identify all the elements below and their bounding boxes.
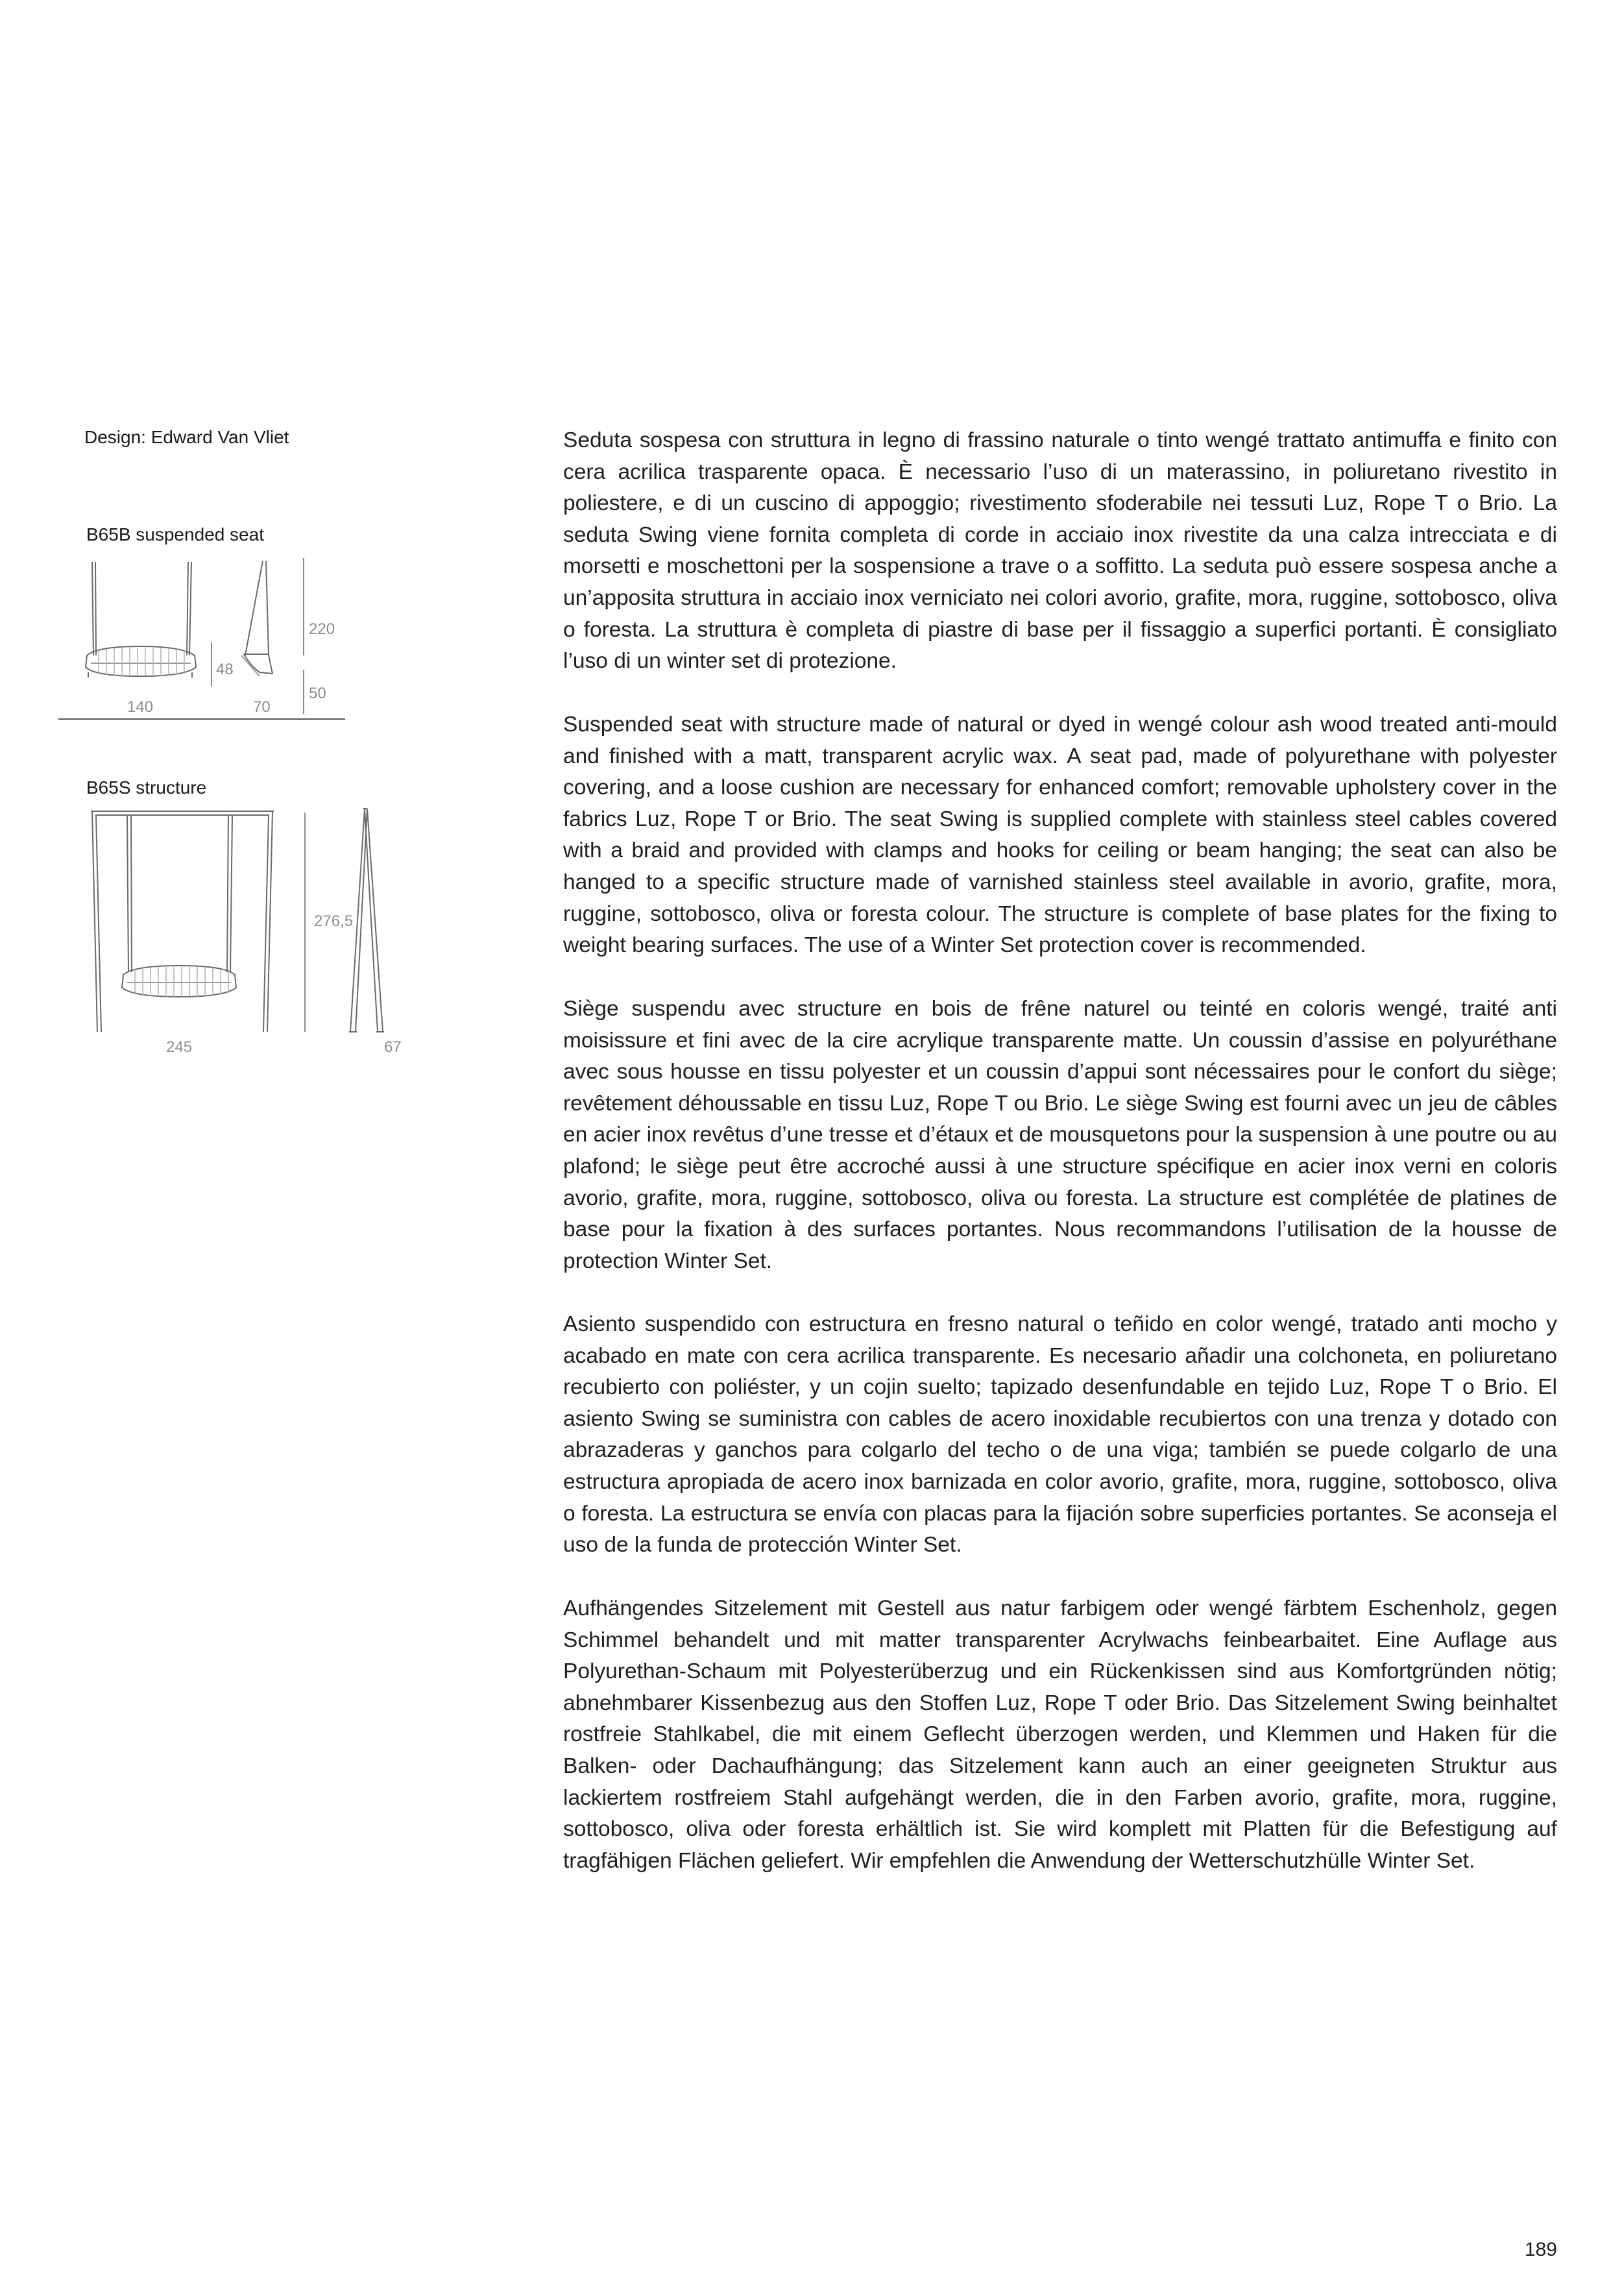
seat-seat-height-dim: 48 — [216, 661, 234, 678]
description-spanish — [563, 1309, 1557, 1561]
seat-title: B65B suspended seat — [86, 524, 264, 544]
seat-bottom-dim: 50 — [309, 685, 326, 702]
seat-depth-dim: 70 — [253, 698, 271, 716]
seat-width-dim: 140 — [127, 698, 154, 716]
structure-title: B65S structure — [86, 777, 207, 798]
seat-height-dim: 220 — [309, 620, 335, 638]
description-spanish-text: Asiento suspendido con estructura en fresno natural o teñido en color wengé, tratado anti mocho y acabado en mate con cera acrilica transparente. Es necesario añadir una colchoneta, en poliuretano recubierto con poliéster, y un cojin suelto; tapizado desenfundable en tejido Luz, Rope T o Brio. El asiento Swing se suministra con cables de acero inoxidable recubiertos con una trenza y dotado con abrazaderas y ganchos para colgarlo del techo o de una viga; también se puede colgarlo de una estructura apropiada de acero inox barnizada en color avorio, grafite, mora, ruggine, sottobosco, oliva o foresta. La estructura se envía con placas para la fijación sobre superficies portantes. Se aconseja el uso de la funda de protección Winter Set. — [563, 1312, 1557, 1557]
description-german-text: Aufhängendes Sitzelement mit Gestell aus natur farbigem oder wengé färbtem Eschenholz, gegen Schimmel behandelt und mit matter transparenter Acrylwachs feinbearbaitet. Eine Auflage aus Polyurethan-Schaum mit Polyesterüberzug und ein Rückenkissen sind aus Komfortgründen nötig; abnehmbarer Kissenbezug aus den Stoffen Luz, Rope T oder Brio. Das Sitzelement Swing beinhaltet rostfreie Stahlkabel, die mit einem Geflecht überzogen werden, und Klemmen und Haken für die Balken- oder Dachaufhängung; das Sitzelement kann auch an einer geeigneten Struktur aus lackiertem rostfreiem Stahl aufgehängt werden, die in den Farben avorio, grafite, mora, ruggine, sottobosco, oliva oder foresta erhältlich ist. Sie wird komplett mit Platten für die Befestigung auf tragfähigen Flächen geliefert. Wir empfehlen die Anwendung der Wetterschutzhülle Winter Set. — [563, 1596, 1557, 1873]
designer-credit: Design: Edward Van Vliet — [84, 427, 289, 447]
description-german — [563, 1593, 1557, 1877]
description-french — [563, 994, 1557, 1277]
description-english — [563, 709, 1557, 962]
page-number: 189 — [1524, 2239, 1557, 2260]
structure-width-dim: 245 — [166, 1038, 193, 1056]
description-italian-text: Seduta sospesa con struttura in legno di frassino naturale o tinto wengé trattato antimuffa e finito con cera acrilica trasparente opaca. È necessario l’uso di un materassino, in poliuretano rivestito in poliestere, e di un cuscino di appoggio; rivestimento sfoderabile nei tessuti Luz, Rope T o Brio. La seduta Swing viene fornita completa di corde in acciaio inox rivestite da una calza intrecciata e di morsetti e moschettoni per la sospensione a trave o a soffitto. La seduta può essere sospesa anche a un’apposita struttura in acciaio inox verniciato nei colori avorio, grafite, mora, ruggine, sottobosco, oliva o foresta. La struttura è completa di piastre di base per il fissaggio a superfici portanti. È consigliato l’uso di un winter set di protezione. — [563, 428, 1557, 674]
structure-height-dim: 276,5 — [314, 912, 354, 930]
description-english-text: Suspended seat with structure made of natural or dyed in wengé colour ash wood treated anti-mould and finished with a matt, transparent acrylic wax. A seat pad, made of polyurethane with polyester covering, and a loose cushion are necessary for enhanced comfort; removable upholstery cover in the fabrics Luz, Rope T or Brio. The seat Swing is supplied complete with stainless steel cables covered with a braid and provided with clamps and hooks for ceiling or beam hanging; the seat can also be hanged to a specific structure made of varnished stainless steel available in avorio, grafite, mora, ruggine, sottobosco, oliva or foresta colour. The structure is complete of base plates for the fixing to weight bearing surfaces. The use of a Winter Set protection cover is recommended. — [563, 713, 1557, 958]
structure-depth-dim: 67 — [384, 1038, 402, 1056]
description-french-text: Siège suspendu avec structure en bois de frêne naturel ou teinté en coloris wengé, traité anti moisissure et fini avec de la cire acrylique transparente matte. Un coussin d’assise en polyuréthane avec sous housse en tissu polyester et un coussin d’appui sont nécessaires pour le confort du siège; revêtement déhoussable en tissu Luz, Rope T ou Brio. Le siège Swing est fourni avec un jeu de câbles en acier inox revêtus d’une tresse et d’étaux et de mousquetons pour la suspension à une poutre ou au plafond; le siège peut être accroché aussi à une structure spécifique en acier inox verni en coloris avorio, grafite, mora, ruggine, sottobosco, oliva ou foresta. La structure est complétée de platines de base pour la fixation à des surfaces portantes. Nous recommandons l’utilisation de la housse de protection Winter Set. — [563, 997, 1557, 1273]
description-italian — [563, 425, 1557, 678]
structure-drawing — [78, 805, 415, 1038]
